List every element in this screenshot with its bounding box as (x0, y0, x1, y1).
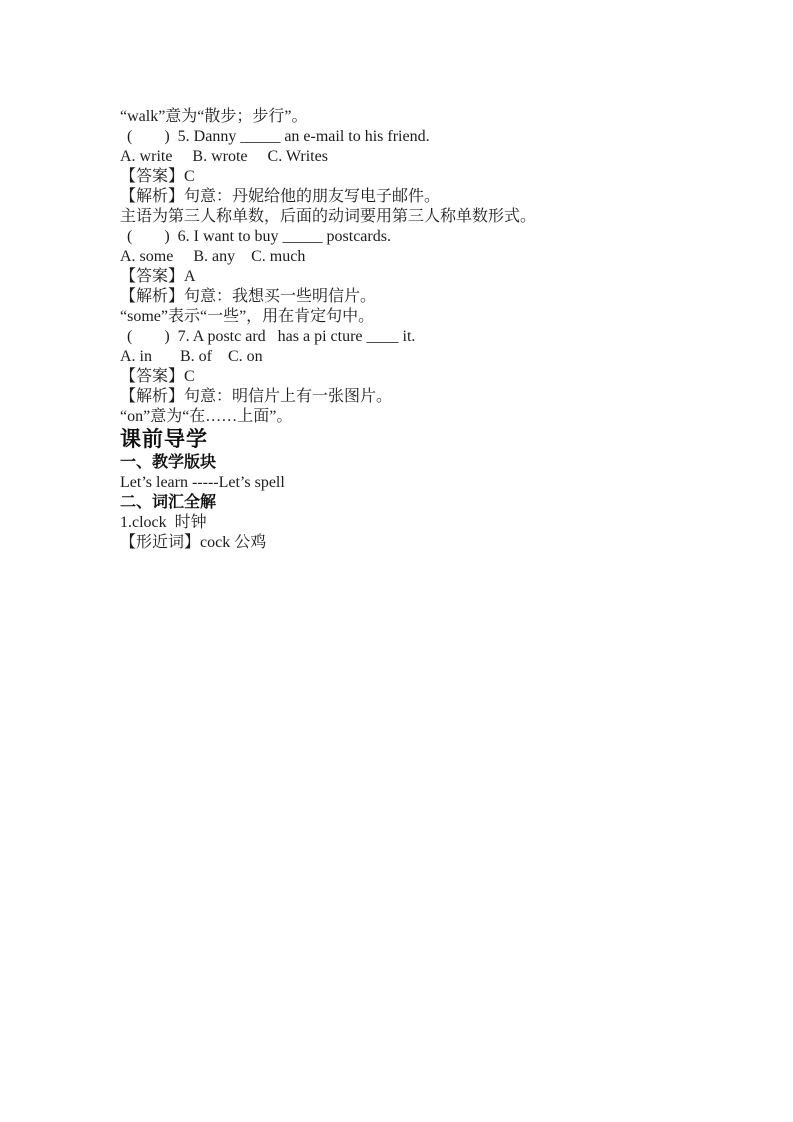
question-6-stem: ( ) 6. I want to buy _____ postcards. (127, 228, 391, 245)
subsection-1-content: Let’s learn -----Let’s spell (120, 474, 285, 491)
question-7-analysis: 【解析】句意：明信片上有一张图片。 (120, 388, 393, 405)
question-5-analysis: 【解析】句意：丹妮给他的朋友写电子邮件。 (120, 188, 441, 205)
preview-title: 课前导学 (120, 428, 208, 451)
walk-note: “walk”意为“散步；步行”。 (120, 108, 308, 125)
question-5-answer: 【答案】C (120, 168, 195, 185)
question-7-note: “on”意为“在……上面”。 (120, 408, 293, 425)
question-6-analysis: 【解析】句意：我想买一些明信片。 (120, 288, 377, 305)
question-5-note: 主语为第三人称单数，后面的动词要用第三人称单数形式。 (120, 208, 537, 225)
vocab-entry-clock: 1.clock 时钟 (120, 514, 207, 531)
question-7-options: A. in B. of C. on (120, 348, 263, 365)
vocab-similar-word: 【形近词】cock 公鸡 (120, 534, 267, 551)
question-5-options: A. write B. wrote C. Writes (120, 148, 328, 165)
subsection-2-heading: 二、词汇全解 (120, 494, 217, 511)
subsection-1-heading: 一、教学版块 (120, 454, 217, 471)
document-body (0, 0, 793, 553)
question-6-answer: 【答案】A (120, 268, 196, 285)
question-7-answer: 【答案】C (120, 368, 195, 385)
question-7-stem: ( ) 7. A postc ard has a pi cture ____ it. (127, 328, 416, 345)
question-6-options: A. some B. any C. much (120, 248, 306, 265)
question-5-stem: ( ) 5. Danny _____ an e-mail to his friend. (127, 128, 430, 145)
question-6-note: “some”表示“一些”，用在肯定句中。 (120, 308, 375, 325)
